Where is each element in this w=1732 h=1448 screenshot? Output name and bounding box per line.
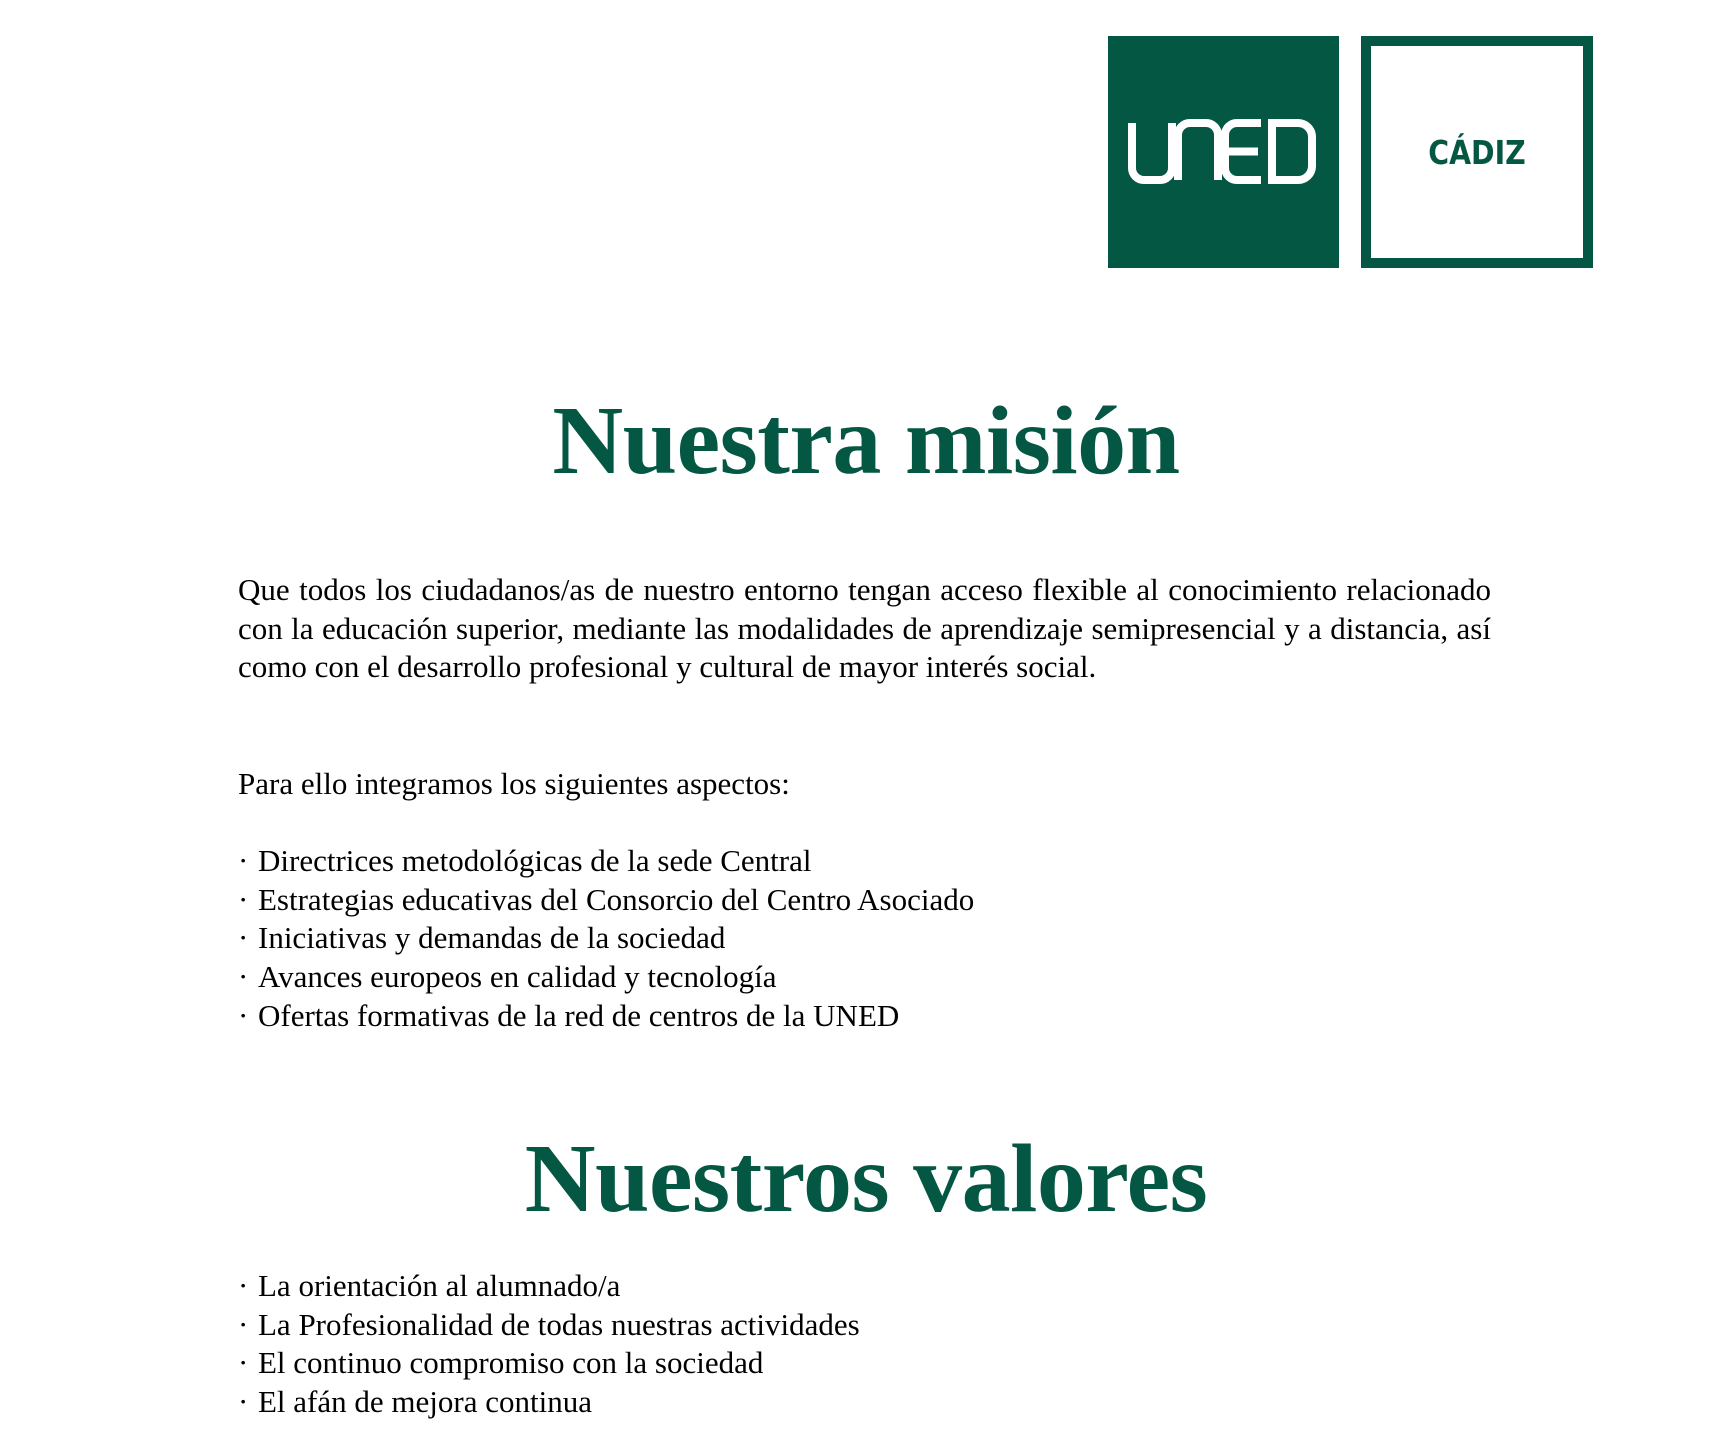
bullet: ·	[238, 1345, 249, 1381]
uned-cadiz-logo	[1108, 26, 1593, 268]
values-title: Nuestros valores	[524, 1125, 1208, 1233]
list-item	[238, 842, 1491, 881]
list-item-text: Directrices metodológicas de la sede Central	[258, 843, 812, 878]
logo-city-text: CÁDIZ	[1428, 133, 1526, 173]
bullet: ·	[238, 1306, 249, 1342]
cadiz-logo-block	[1361, 36, 1593, 268]
list-item-text: Ofertas formativas de la red de centros de la UNED	[258, 997, 900, 1033]
list-item	[238, 1306, 1491, 1345]
bullet: ·	[238, 1268, 249, 1303]
list-item-text: El afán de mejora continua	[258, 1384, 592, 1420]
bullet: ·	[238, 920, 249, 956]
list-item	[238, 881, 1491, 920]
list-item-text: El continuo compromiso con la sociedad	[258, 1345, 764, 1381]
bullet: ·	[238, 1384, 249, 1420]
uned-wordmark	[1108, 26, 1339, 268]
bullet: ·	[238, 881, 249, 917]
list-item	[238, 1383, 1491, 1422]
list-item-text: La orientación al alumnado/a	[258, 1268, 621, 1303]
list-item	[238, 1267, 1491, 1306]
list-item	[238, 1344, 1491, 1383]
list-item	[238, 958, 1491, 997]
list-item	[238, 997, 1491, 1036]
list-item-text: Estrategias educativas del Consorcio del Centro Asociado	[258, 881, 975, 917]
cadiz-wordmark	[1361, 36, 1593, 268]
bullet: ·	[238, 959, 249, 995]
mission-intro: Para ello integramos los siguientes aspectos:	[238, 766, 790, 801]
list-item	[238, 919, 1491, 958]
mission-paragraph: Que todos los ciudadanos/as de nuestro entorno tengan acceso flexible al conocimiento relacionado con la educación superior, mediante las modalidades de aprendizaje semipresencial y a distancia, así como con el desarrollo profesional y cultural de mayor interés social.	[238, 572, 1491, 685]
uned-logo-block	[1108, 26, 1339, 268]
list-item-text: Iniciativas y demandas de la sociedad	[258, 920, 726, 956]
bullet: ·	[238, 997, 249, 1033]
list-item-text: La Profesionalidad de todas nuestras actividades	[258, 1306, 860, 1342]
bullet: ·	[238, 843, 249, 878]
mission-title: Nuestra misión	[552, 387, 1180, 495]
list-item-text: Avances europeos en calidad y tecnología	[258, 959, 777, 995]
mission-aspects-list	[238, 842, 1491, 1036]
values-list	[238, 1267, 1491, 1422]
svg-text:UNED: UNED	[1108, 26, 1111, 27]
